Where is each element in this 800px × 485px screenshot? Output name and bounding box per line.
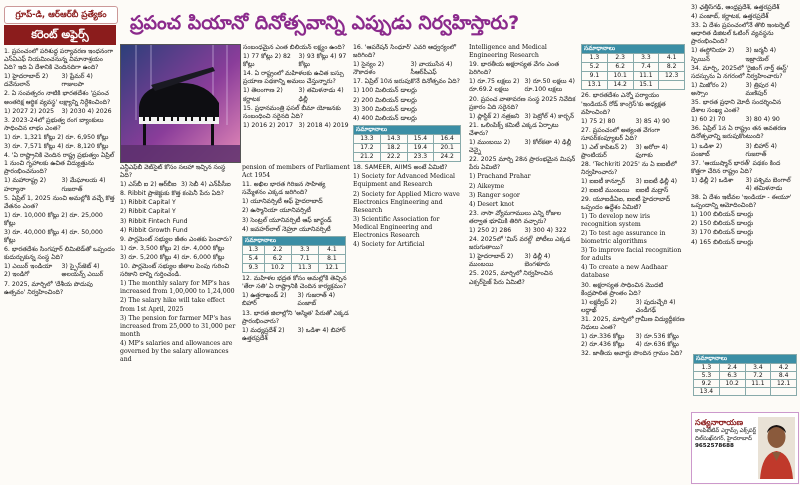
option-row: 1) మహారాష్ట్ర 2) హర్యానా bbox=[4, 177, 47, 193]
option-row: 2) The salary hike will take effect from 1st April, 2025 bbox=[120, 297, 225, 313]
question-text: 28. 'Techkriti 2025' ను ఏ ఐఐటీలో నిర్వహించారు? bbox=[581, 161, 677, 177]
column-7 bbox=[691, 4, 797, 350]
question-text: 10. పార్లమెంట్‌ సభ్యుల జీతాల పెంపు గురించి సరికాని దాన్ని గుర్తించండి. bbox=[120, 263, 230, 279]
answer-cell: 7.1 bbox=[291, 254, 318, 263]
option-row: 3) పశ్చిమ బెంగాల్‌ 4) తమిళనాడు bbox=[745, 176, 791, 192]
option-row: 4) MP's salaries and allowances are governed by the salary allowances and bbox=[120, 339, 233, 364]
answer-cell: 3.4 bbox=[745, 364, 771, 372]
answer-cell: 7.2 bbox=[745, 372, 771, 380]
question-text: 5. ఏప్రిల్‌ 1, 2025 నుంచి అమల్లోకి వచ్చే కొత్త వేతనం ఎంత? bbox=[4, 194, 115, 210]
answer-table bbox=[353, 125, 461, 162]
author-line2: దిల్‌సుఖ్‌నగర్‌, హైదరాబాద్‌ bbox=[695, 435, 752, 442]
option-row: 1) రూ. 3,500 కోట్లు 2) రూ. 4,000 కోట్లు bbox=[120, 244, 225, 252]
option-row: 3) ఒడిశా 4) బిహార్‌ bbox=[297, 326, 346, 334]
question-text: 11. అఖిల భారత గిరిజన సాహిత్య సమ్మేళనం ఎక్కడ జరిగింది? bbox=[242, 181, 326, 197]
answer-cell: 18.2 bbox=[380, 144, 407, 153]
answer-cell: 10.2 bbox=[719, 380, 745, 388]
question-text: 19. భారతీయ అక్షరాస్యత వేగం ఎంత పెరిగింది? bbox=[469, 61, 560, 77]
question-text: 33. ఏ దేశం ప్రపంచంలోనే తొలి ఇంటర్నెట్‌ ఆధారిత డిజిటల్‌ ఓటింగ్‌ వ్యవస్థను ప్రారంభించింది? bbox=[691, 22, 790, 46]
answer-cell: 1.3 bbox=[243, 245, 265, 254]
option-row: 3) 85 4) 90 bbox=[635, 117, 670, 125]
answer-cell: 4.1 bbox=[318, 245, 345, 254]
question-text: సంబంధమైన ఎంత బిలియన్‌ లక్ష్యం ఉంది? bbox=[243, 44, 346, 51]
answer-cell: 11.3 bbox=[291, 264, 318, 273]
option-row: 4) Society for Artificial bbox=[353, 241, 425, 249]
answer-cell: 9.2 bbox=[694, 380, 720, 388]
option-row: 4) 165 బిలియన్‌ డాలర్లు bbox=[691, 238, 754, 246]
answer-table-title: సమాధానాలు bbox=[243, 236, 346, 245]
answer-cell: 17.2 bbox=[354, 144, 381, 153]
category-tag: గ్రూప్‌-డి, ఆర్‌ఆర్‌బీ ప్రత్యేకం bbox=[4, 6, 118, 24]
column-2 bbox=[120, 164, 239, 482]
answer-cell: 13.4 bbox=[694, 388, 720, 396]
option-row: 4) Desert knot bbox=[469, 200, 515, 208]
option-row: 1) 2027 2) 2025 bbox=[4, 107, 55, 115]
question-text: 32. జాతీయ అవార్డు పొందిన గ్రామం ఏది? bbox=[581, 350, 683, 358]
author-box bbox=[691, 412, 799, 484]
answer-cell: 1.3 bbox=[582, 54, 608, 63]
column-3 bbox=[242, 164, 350, 482]
author-name: సత్యనారాయణ bbox=[695, 418, 744, 427]
option-row: 3) మేఘాలయ 4) గుజరాత్ bbox=[61, 177, 106, 193]
question-text: 8. Ribbit ప్రాజెక్టుకు కొత్త కంపెనీ పేరు ఏది? bbox=[120, 190, 224, 198]
answer-cell: 15.1 bbox=[633, 81, 659, 90]
option-row: 1) 250 2) 286 bbox=[469, 226, 512, 234]
answer-cell: 12.3 bbox=[659, 72, 685, 81]
answer-cell bbox=[771, 388, 797, 396]
option-row: 1) ఎస్‌బీ ఐ 2) ఆర్‌బీఐ bbox=[120, 181, 177, 189]
option-row: 1) యూనివర్సిటీ ఆఫ్‌ హైదరాబాద్‌ bbox=[242, 198, 323, 206]
option-row: 3) సెబీ 4) ఎన్‌పీసీఐ bbox=[181, 181, 231, 189]
column-1 bbox=[4, 48, 116, 482]
answer-table-title: సమాధానాలు bbox=[582, 45, 685, 54]
answer-cell: 4.1 bbox=[659, 54, 685, 63]
option-row: 1) ప్లాస్టిక్‌ 2) నత్రజని bbox=[469, 112, 520, 120]
question-text: 9. పార్లమెంట్‌ సభ్యుల జీతం ఎంతకు పెంచారు? bbox=[120, 235, 233, 243]
option-row: 1) రూ. 10,000 కోట్లు 2) రూ. 25,000 కోట్లు bbox=[4, 211, 103, 227]
question-text: 24. 2025లో 'మిస్‌ వరల్డ్‌' పోటీలు ఎక్కడ జరుగుతాయి? bbox=[469, 236, 571, 252]
answer-cell: 23.3 bbox=[407, 153, 434, 162]
option-row: 3) ఫ్రేమర్ 4) గాజులపా bbox=[61, 73, 93, 89]
answer-cell: 24.2 bbox=[434, 153, 461, 162]
answer-cell bbox=[719, 388, 745, 396]
option-row: 1) రూ.75 లక్షలు 2) రూ.69.2 లక్షలు bbox=[469, 78, 520, 94]
option-row: 3) బిహార్‌ 4) గుజరాత్‌ bbox=[745, 142, 777, 158]
question-text: 35. భారత ప్రధాని మోదీ సందర్శించిన దేశాల సంఖ్య ఎంత? bbox=[691, 99, 782, 115]
option-row: 1) 60 2) 70 bbox=[691, 116, 726, 124]
answer-cell bbox=[745, 388, 771, 396]
option-row: 2) Ribbit Capital Y bbox=[120, 208, 176, 216]
option-row: 2) Aikeyme bbox=[469, 182, 505, 190]
section-banner: కరెంట్‌ అఫైర్స్‌ bbox=[4, 25, 116, 45]
answer-cell: 3.3 bbox=[633, 54, 659, 63]
option-row: 2) ఉస్మానియా యూనివర్సిటీ bbox=[242, 207, 311, 215]
option-row: 3) తమిళనాడు 4) ఢిల్లీ bbox=[298, 87, 344, 103]
option-row: 3) రూ.50 లక్షలు 4) రూ.100 లక్షలు bbox=[524, 78, 575, 94]
option-row: 1) రూ.336 కోట్లు 2) రూ.436 కోట్లు bbox=[581, 333, 625, 349]
answer-cell: 21.2 bbox=[354, 153, 381, 162]
author-line1: కాంపిటేటివ్‌ ఎగ్జామ్స్‌ ఎక్స్‌పర్ట్ bbox=[695, 428, 757, 434]
author-phone: 9652578688 bbox=[695, 443, 734, 449]
answer-cell: 12.1 bbox=[318, 264, 345, 273]
question-text: 22. 2025 మార్చి 28న ప్రారంభమైన మిషన్‌ పేరు ఏమిటి? bbox=[469, 156, 576, 172]
answer-cell: 10.1 bbox=[607, 72, 633, 81]
option-row: 3) రూ. 40,000 కోట్లు 4) రూ. 50,000 కోట్లు bbox=[4, 228, 103, 245]
option-row: 1) 75 2) 80 bbox=[581, 117, 616, 125]
answer-cell: 9.3 bbox=[243, 264, 265, 273]
answer-table bbox=[693, 354, 797, 396]
option-row: 2) Society for Applied Micro wave Electronics Engineering and Research bbox=[353, 190, 460, 214]
answer-cell: 11.1 bbox=[633, 72, 659, 81]
option-row: 3) పుదుచ్చేరి 4) చండీగఢ్‌ bbox=[635, 298, 676, 314]
option-row: 1) Ribbit Capital Y bbox=[120, 199, 176, 207]
answer-cell: 3.3 bbox=[291, 245, 318, 254]
question-text: 16. 'ఆపరేషన్‌ సింధూర్‌' ఎవరి ఆధ్వర్యంలో జరిగింది? bbox=[353, 44, 456, 60]
answer-cell: 6.2 bbox=[264, 254, 291, 263]
answer-cell: 8.1 bbox=[318, 254, 345, 263]
option-row: 3) 93 కోట్లు 4) 97 కోట్లు bbox=[298, 53, 347, 69]
option-row: 3) Ribbit Fintech Fund bbox=[120, 217, 188, 225]
question-text: 13. భారత జిలాల్లోని 'అస్మిత' పేరుతో ఎక్కడ ప్రారంభించారు? bbox=[242, 309, 349, 325]
question-text: 31. 2025, మార్చిలో గ్రామీణ విద్యుద్దీకరణ నిధులు ఎంత? bbox=[581, 315, 685, 331]
question-text: 12. మహిళల భద్రత కోసం అమల్లోకి తెచ్చిన 'తేరా సతి' ఏ రాష్ట్రానికి చెందిన కార్యక్రమం? bbox=[242, 275, 347, 291]
option-row: 3) Ranger sogor bbox=[469, 191, 520, 199]
option-row: 1) 100 మిలియన్‌ డాలర్లు bbox=[353, 87, 417, 95]
option-row: 1) ఉత్తరాఖండ్‌ 2) బిహార్‌ bbox=[242, 292, 287, 308]
answer-cell: 7.4 bbox=[633, 63, 659, 72]
option-row: 3) 80 4) 90 bbox=[745, 116, 780, 124]
question-text: 37. 'ఆయుష్మాన్‌ భారత్‌' పథకం కింద కొత్తగా చేరిన రాష్ట్రం ఏది? bbox=[691, 159, 781, 175]
option-row: 3) 2030 4) 2026 bbox=[61, 107, 112, 115]
question-text: 25. 2025, మార్చిలో నిర్వహించిన ఎక్సర్‌సైజ్‌ పేరు ఏమిటి? bbox=[469, 270, 553, 286]
column-4b bbox=[353, 44, 465, 482]
question-text: 6. భారతదేశం సింగపూర్‌ లిమిటెడ్‌తో ఒప్పందం కుదుర్చుకున్న సంస్థ ఏది? bbox=[4, 246, 115, 262]
piano-photo bbox=[120, 44, 241, 163]
answer-cell: 8.4 bbox=[771, 372, 797, 380]
question-text: 4. 'ఏ రాష్ట్రానికి చెందిన రాష్ట్ర ప్రభుత్వం ఏప్రిల్‌ 1 నుంచి గృహాలకు ఉచిత విద్యుత్తును ప్రారంభించనుంది? bbox=[4, 152, 115, 176]
option-row: 4) Ribbit Growth Fund bbox=[120, 226, 188, 234]
answer-cell: 14.2 bbox=[607, 81, 633, 90]
question-text: 27. ప్రపంచంలో అత్యంత వేగంగా సూపర్‌కంప్యూటర్‌ ఏది? bbox=[581, 126, 661, 142]
answer-cell: 1.3 bbox=[694, 364, 720, 372]
option-row: 3) పెట్రోల్‌ 4) కార్బన్‌ bbox=[524, 112, 574, 120]
option-row: 3) స్పైస్‌జెట్‌ 4) అలయన్స్‌ ఎయిర్‌ bbox=[61, 263, 104, 279]
option-row: 1) లక్షద్వీప్‌ 2) లద్దాఖ్‌ bbox=[581, 298, 617, 314]
question-text: 36. ఏప్రిల్‌ 1న ఏ రాష్ట్రం తన అవతరణ దినోత్సవాన్ని జరుపుకొంటుంది? bbox=[691, 125, 787, 141]
answer-cell: 4.2 bbox=[771, 364, 797, 372]
question-text: 29. యూఐడీఏఐ, ఐఐటీ హైదరాబాద్‌ ఒప్పందం ఉద్దేశం ఏమిటి? bbox=[581, 195, 671, 211]
option-row: 2) To test age assurance in biometric algorithms bbox=[581, 229, 666, 246]
option-row: 4) పంజాబ్‌, కర్ణాటక, ఉత్తరప్రదేశ్‌ bbox=[691, 13, 769, 21]
option-row: 1) 77 కోట్లు 2) 82 కోట్లు bbox=[243, 53, 291, 69]
option-row: 3) ఢిల్లీ 4) బెంగళూరు bbox=[524, 253, 551, 269]
answer-table-title: సమాధానాలు bbox=[354, 125, 461, 134]
option-row: 1) Prachand Prahar bbox=[469, 173, 531, 181]
option-row: 4) To create a new Aadhaar database bbox=[581, 264, 668, 280]
question-text: 34. మార్చి, 2025లో 'రైజింగ్‌ నార్త్‌ ఈస్ట్‌' సదస్సును ఏ నగరంలో నిర్వహించారు? bbox=[691, 64, 789, 80]
option-row: 1) ఈస్టోనియా 2) స్పెయిన్‌ bbox=[691, 47, 735, 63]
question-text: 15. ప్రధానమంత్రి ఫసల్‌ బీమా యోజనకు సంబంధించి సరైనది ఏది? bbox=[243, 104, 341, 120]
option-row: 3) ఛత్తీస్‌గఢ్‌, ఆంధ్రప్రదేశ్‌, ఉత్తరప్రదేశ్‌ bbox=[691, 4, 780, 11]
answer-cell: 9.1 bbox=[582, 72, 608, 81]
option-row: 1) సైన్యం 2) నౌకాదళం bbox=[353, 61, 385, 77]
answer-cell: 11.1 bbox=[745, 380, 771, 388]
option-row: 3) రూ. 7,571 కోట్లు 4) రూ. 8,120 కోట్లు bbox=[4, 143, 109, 151]
option-row: 1) మిజోరం 2) అస్సాం bbox=[691, 81, 728, 97]
question-text: 1. ప్రపంచంలో పరిశుద్ధ పర్యావరణ ఇంధనంగా ఎస్‌ఏఎఫ్ నియమించనున్న విమానాశ్రయం ఏది? ఇది ఏ దేశానికి చెందినదిగా ఉంది? bbox=[4, 48, 114, 72]
option-row: 4) జవహర్‌లాల్‌ నెహ్రూ యూనివర్సిటీ bbox=[242, 225, 331, 233]
answer-cell: 6.2 bbox=[607, 63, 633, 72]
option-row: 3) 300 4) 322 bbox=[524, 226, 567, 234]
answer-table-title: సమాధానాలు bbox=[694, 355, 797, 364]
option-row: 2) 200 మిలియన్‌ డాలర్లు bbox=[353, 96, 417, 104]
answer-cell: 5.3 bbox=[694, 372, 720, 380]
question-text: 30. అక్షరాస్యత సాధించిన మొదటి కేంద్రపాలిత ప్రాంతం ఏది? bbox=[581, 281, 664, 297]
option-row: 1) 100 బిలియన్‌ డాలర్లు bbox=[691, 211, 754, 219]
option-row: 3) కోల్‌కతా 4) ఢిల్లీ bbox=[524, 139, 572, 147]
question-text: ఎన్టీఎఫ్‌బీ వెబ్‌సైట్‌ కోసం సలహా ఇచ్చిన సంస్థ ఏది? bbox=[120, 164, 226, 180]
question-text: 18. SAMEER, AIIMS అంటే ఏమిటి? bbox=[353, 164, 448, 172]
question-text: 3. 2023-24లో ప్రభుత్వ రంగ బ్యాంకులు సాధించిన లాభం ఎంత? bbox=[4, 116, 104, 132]
question-text: 26. భారతదేశం ఎన్నో పర్యాయం 'ఇండియన్‌ రోడ్‌ కాంగ్రెస్‌'కు అధ్యక్షత వహించింది? bbox=[581, 92, 666, 116]
question-text: 14. ఏ రాష్ట్రంలో మహిళలకు ఉచిత బస్సు ప్రయాణ పథకాన్ని అమలు చేస్తున్నారు? bbox=[243, 70, 344, 86]
option-row: 1) హైదరాబాద్‌ 2) ముంబయి bbox=[469, 253, 514, 269]
option-row: 3) అరోరా 4) ఫుగాకు bbox=[635, 144, 668, 160]
answer-cell: 2.3 bbox=[607, 54, 633, 63]
option-row: 3) 170 బిలియన్‌ డాలర్లు bbox=[691, 229, 754, 237]
answer-cell: 5.4 bbox=[243, 254, 265, 263]
option-row: 1) ముంబయి 2) చెన్నై bbox=[469, 139, 511, 155]
question-text: 17. ఏప్రిల్‌ 10న జరుపుకొనే దినోత్సవం ఏది? bbox=[353, 78, 460, 86]
option-row: 1) ఐఐటీ కాన్పూర్‌ 2) ఐఐటీ ముంబయి bbox=[581, 178, 630, 194]
option-row: 3) To improve facial recognition for adults bbox=[581, 247, 682, 263]
question-text: 21. ఒలింపిక్స్‌ కమిటీ ఎక్కడ ఏర్పాటు చేశారు? bbox=[469, 121, 559, 137]
option-row: 1) ఒడిశా 2) పంజాబ్‌ bbox=[691, 142, 723, 158]
answer-cell: 20.1 bbox=[434, 144, 461, 153]
column-6 bbox=[581, 44, 687, 482]
answer-cell: 19.4 bbox=[407, 144, 434, 153]
answer-cell: 2.4 bbox=[719, 364, 745, 372]
option-row: 3) సెంట్రల్‌ యూనివర్సిటీ ఆఫ్‌ జార్ఖండ్‌ bbox=[242, 216, 332, 224]
answer-cell: 8.2 bbox=[659, 63, 685, 72]
question-text: Intelligence and Medical Engineering Research bbox=[469, 44, 547, 60]
option-row: 3) 300 మిలియన్‌ డాలర్లు bbox=[353, 105, 417, 113]
option-row: 1) Society for Advanced Medical Equipment and Research bbox=[353, 173, 456, 189]
option-row: 3) జర్మనీ 4) ఇజ్రాయెల్‌ bbox=[745, 47, 777, 63]
option-row: 1) 2016 2) 2017 bbox=[243, 121, 294, 129]
answer-cell: 2.2 bbox=[264, 245, 291, 254]
option-row: 1) ఎయిర్‌ ఇండియా 2) ఇండిగో bbox=[4, 263, 53, 279]
answer-cell: 10.2 bbox=[264, 264, 291, 273]
option-row: 3) త్రిపుర 4) మణిపుర్‌ bbox=[745, 81, 777, 97]
question-text: 38. ఏ దేశం ఇటీవల 'ఇండియా - ఈయూ' ఒప్పందాన్ని ఆమోదించింది? bbox=[691, 194, 792, 210]
answer-table bbox=[242, 236, 346, 273]
option-row: 1) The monthly salary for MP's has increased from 1,00,000 to 1,24,000 bbox=[120, 280, 235, 296]
option-row: 2) 150 బిలియన్‌ డాలర్లు bbox=[691, 220, 754, 228]
option-row: 4) 400 మిలియన్‌ డాలర్లు bbox=[353, 114, 417, 122]
question-text: 23. నాసా వ్యోమగాములు ఎన్ని రోజుల తర్వాత భూమికి తిరిగి వచ్చారు? bbox=[469, 209, 561, 225]
option-row: 3) గుజరాత్‌ 4) పంజాబ్‌ bbox=[297, 292, 336, 308]
option-row: 3) రూ. 5,200 కోట్లు 4) రూ. 6,000 కోట్లు bbox=[120, 253, 225, 261]
option-row: 1) ఎల్‌ కాపిటన్‌ 2) ఫ్రాంటియర్‌ bbox=[581, 144, 628, 160]
option-row: 3) The pension for farmer MP's has increased from 25,000 to 31,000 per month bbox=[120, 314, 236, 338]
option-row: 3) వాయుసేన 4) సీఆర్‌పీఎఫ్‌ bbox=[410, 61, 453, 77]
column-5 bbox=[469, 44, 577, 482]
option-row: 1) హైదరాబాద్ 2) దవేనులాన్ bbox=[4, 73, 49, 89]
option-row: 1) తెలంగాణ 2) కర్ణాటక bbox=[243, 87, 283, 103]
question-text: 7. 2025, మార్చిలో 'దేశీయ పొదుపు ఉత్సవం' నిర్వహించింది? bbox=[4, 280, 93, 296]
option-row: 1) ఢిల్లీ 2) ఒడిశా bbox=[691, 176, 734, 184]
question-text: 20. ప్రపంచ వాతావరణ సంస్థ 2025 నివేదిక ప్రకారం ఏది సరైనది? bbox=[469, 95, 576, 111]
answer-table bbox=[581, 44, 685, 90]
option-row: 3) 2018 4) 2019 bbox=[298, 121, 349, 129]
column-4 bbox=[243, 44, 351, 162]
page-headline: ప్రపంచ పియానో దినోత్సవాన్ని ఎప్పుడు నిర్వహిస్తారు? bbox=[130, 12, 520, 34]
answer-cell: 5.2 bbox=[582, 63, 608, 72]
author-details bbox=[695, 417, 757, 451]
answer-cell: 13.1 bbox=[582, 81, 608, 90]
question-text: pension of members of Parliament Act 1954 bbox=[242, 164, 350, 180]
question-text: 2. ఏ సంవత్సరం నాటికి భారతదేశం 'ప్రపంచ అంతరిక్ష ఆర్థిక వ్యవస్థ' లక్ష్యాన్ని నిర్దేశించింది? bbox=[4, 90, 111, 106]
option-row: 3) ఐఐటీ ఢిల్లీ 4) ఐఐటీ మద్రాస్‌ bbox=[635, 178, 677, 194]
answer-cell: 22.2 bbox=[380, 153, 407, 162]
answer-cell: 15.4 bbox=[407, 134, 434, 143]
answer-cell: 14.3 bbox=[380, 134, 407, 143]
answer-cell bbox=[659, 81, 685, 90]
option-row: 1) To develop new iris recognition system bbox=[581, 212, 651, 228]
option-row: 3) రూ.536 కోట్లు 4) రూ.636 కోట్లు bbox=[635, 333, 679, 349]
option-row: 1) రూ. 1,321 కోట్లు 2) రూ. 6,950 కోట్లు bbox=[4, 133, 109, 141]
avatar bbox=[758, 417, 795, 479]
answer-cell: 12.1 bbox=[771, 380, 797, 388]
answer-cell: 6.3 bbox=[719, 372, 745, 380]
option-row: 3) Scientific Association for Medical Engineering and Electronics Research bbox=[353, 215, 440, 239]
answer-cell: 13.3 bbox=[354, 134, 381, 143]
answer-cell: 16.4 bbox=[434, 134, 461, 143]
option-row: 1) మధ్యప్రదేశ్‌ 2) ఉత్తరప్రదేశ్‌ bbox=[242, 326, 285, 342]
